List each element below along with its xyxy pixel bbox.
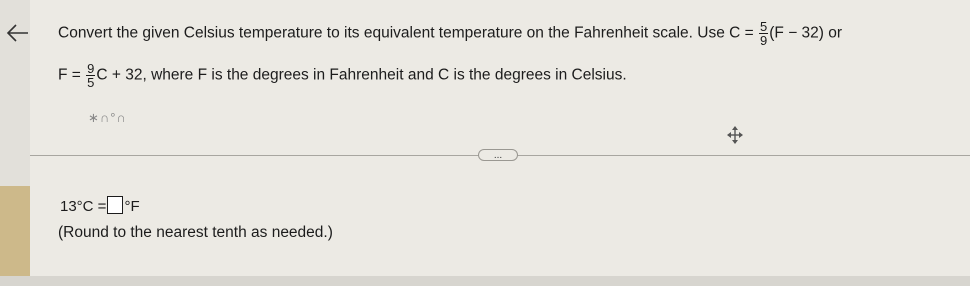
fraction-denominator: 5 [87,75,95,90]
more-button[interactable]: ... [478,149,518,161]
fraction-five-ninths [759,20,768,47]
question-text-part-4: C + 32, where F is the degrees in Fahrenheit and C is the degrees in Celsius. [96,66,627,84]
fraction-nine-fifths [86,62,95,89]
sidebar-highlight [0,186,30,276]
fraction-denominator: 9 [760,33,768,48]
rounding-instruction: (Round to the nearest tenth as needed.) [58,224,333,241]
answer-input[interactable] [107,196,123,214]
bottom-strip [0,276,970,286]
answer-unit: °F [124,198,140,215]
question-text-part-2: (F − 32) or [769,24,843,42]
move-icon[interactable] [726,126,744,144]
back-arrow-icon[interactable] [4,22,30,44]
question-text-part-3: F = [58,66,86,84]
answer-row [60,196,140,215]
question-line-1 [58,20,842,47]
question-line-2 [58,62,627,89]
fraction-numerator: 9 [87,61,95,76]
fraction-numerator: 5 [760,19,768,34]
question-text-part-1: Convert the given Celsius temperature to its equivalent temperature on the Fahrenheit scale. Use C = [58,24,759,42]
faded-glyph: ∗∩°∩ [88,110,127,125]
answer-left-text: 13°C = [60,198,107,215]
